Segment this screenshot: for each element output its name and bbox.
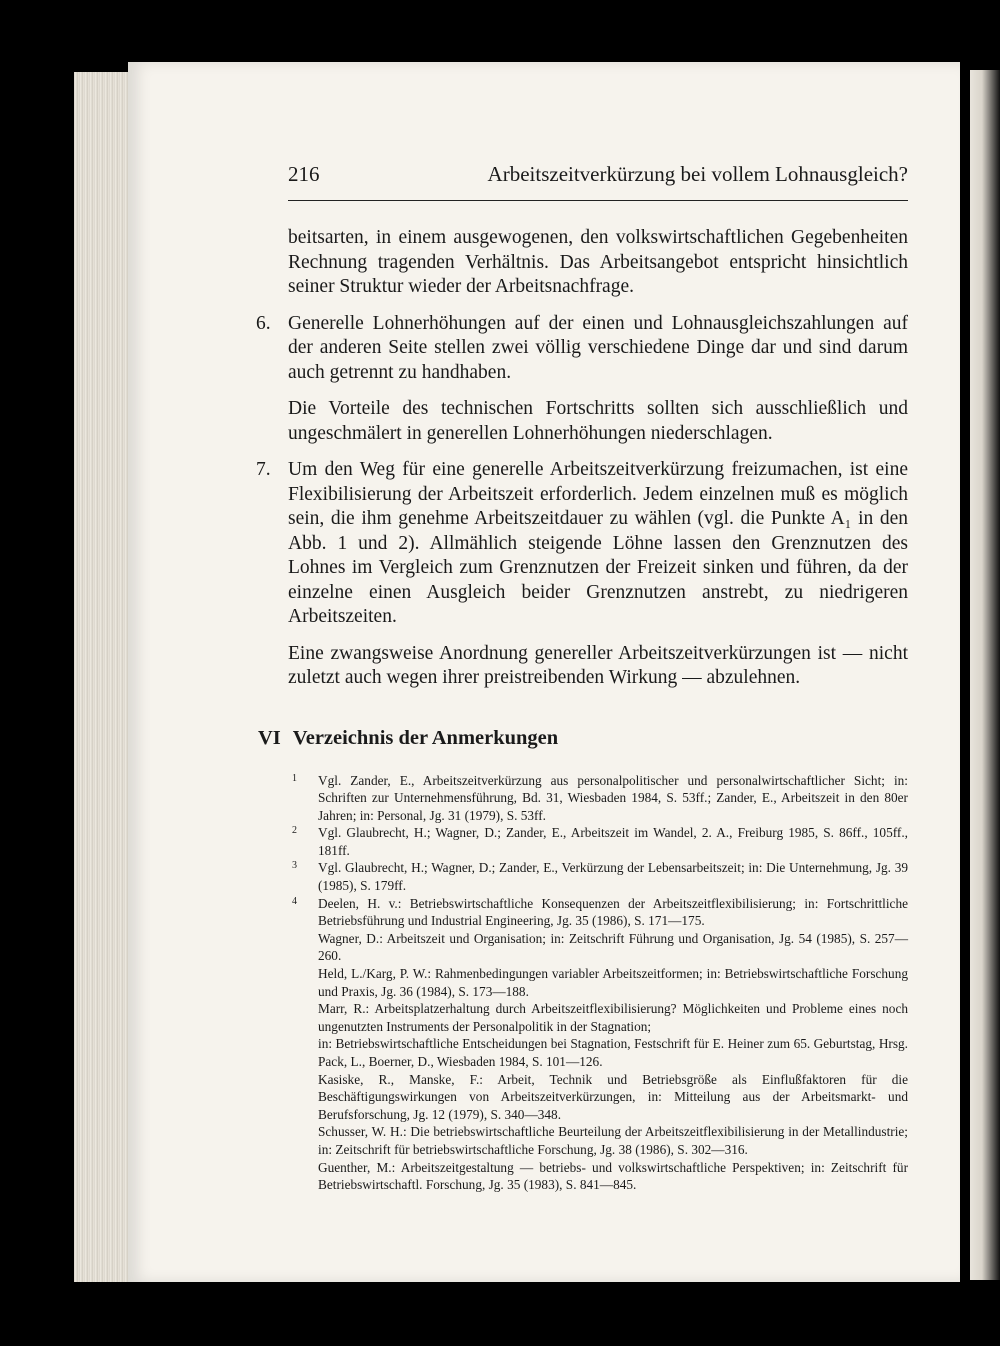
book-page-stack (74, 72, 134, 1282)
item-followup: Die Vorteile des technischen Fortschritts sollten sich ausschließlich und ungeschmälert in generellen Lohnerhöhungen niederschlagen. (288, 398, 908, 444)
running-header (288, 160, 908, 201)
note-marker: 3 (292, 860, 297, 872)
note-marker: 1 (292, 772, 297, 784)
note-text: Guenther, M.: Arbeitszeitgestaltung — betriebs- und volkswirtschaftliche Perspektiven; in: Zeitschrift für Betriebswirtschaftl. Forschung, Jg. 35 (1983), S. 841—845. (318, 1159, 908, 1193)
note-text: Wagner, D.: Arbeitszeit und Organisation; in: Zeitschrift Führung und Organisation, Jg. 54 (1985), S. 257—260. (318, 930, 908, 964)
note-text: Vgl. Zander, E., Arbeitszeitverkürzung aus personalpolitischer und personalwirtschaftlicher Sicht; in: Schriften zur Unternehmensführung, Bd. 31, Wiesbaden 1984, S. 53ff.; Zander, E., Arbeitszeit in den 80er Jahren; in: Personal, Jg. 31 (1979), S. 53ff. (318, 772, 908, 823)
note-text: Kasiske, R., Manske, F.: Arbeit, Technik und Betriebsgröße als Einflußfaktoren für die Beschäftigungswirkungen von Arbeitszeitverkürzungen, in: Mitteilung aus der Arbeitsmarkt- und Berufsforschung, Jg. 12 (1979), S. 340—348. (318, 1071, 908, 1122)
note-1 (292, 772, 908, 825)
section-title: Verzeichnis der Anmerkungen (292, 726, 559, 749)
note-text: Held, L./Karg, P. W.: Rahmenbedingungen variabler Arbeitszeitformen; in: Betriebswirtschaftliche Forschung und Praxis, Jg. 36 (1984), S. 173—188. (318, 966, 908, 999)
note-text: Marr, R.: Arbeitsplatzerhaltung durch Arbeitszeitflexibilisierung? Möglichkeiten und Probleme eines noch ungenutzten Instruments der Personalpolitik in der Stagnation; (318, 1001, 908, 1034)
page-number: 216 (288, 162, 320, 186)
list-item-7 (256, 458, 908, 691)
section-number: VI (258, 726, 281, 749)
note-text: Deelen, H. v.: Betriebswirtschaftliche Konsequenzen der Arbeitszeitflexibilisierung; in: Fortschrittliche Betriebsführung und Industrial Engineering, Jg. 35 (1986), S. 171—175. (318, 895, 908, 929)
note-marker: 2 (292, 825, 297, 837)
item-number: 6. (256, 312, 271, 334)
paragraph-continuation: beitsarten, in einem ausgewogenen, den volkswirtschaftlichen Gegebenheiten Rechnung tragenden Verhältnis. Das Arbeitsangebot entspricht hinsichtlich seiner Struktur wieder der Arbeitsnachfrage. (288, 227, 908, 297)
note-4 (292, 895, 908, 1194)
note-text: Vgl. Glaubrecht, H.; Wagner, D.; Zander, E., Verkürzung der Lebensarbeitszeit; in: Die Unternehmung, Jg. 39 (1985), S. 179ff. (318, 860, 908, 894)
running-title: Arbeitszeitverkürzung bei vollem Lohnausgleich? (487, 162, 908, 186)
note-text: Vgl. Glaubrecht, H.; Wagner, D.; Zander, E., Arbeitszeit im Wandel, 2. A., Freiburg 1985, S. 86ff., 105ff., 181ff. (318, 825, 908, 858)
page-content (256, 226, 908, 1194)
note-text: Schusser, W. H.: Die betriebswirtschaftliche Beurteilung der Arbeitszeitflexibilisierung in der Metallindustrie; in: Zeitschrift für betriebswirtschaftliche Forschung, Jg. 38 (1986), S. 302—316. (318, 1124, 908, 1157)
note-2 (292, 824, 908, 859)
item-text: Generelle Lohnerhöhungen auf der einen und Lohnausgleichszahlungen auf der anderen Seite stellen zwei völlig verschiedene Dinge dar und sind darum auch getrennt zu handhaben. (288, 312, 908, 383)
notes-list (288, 772, 908, 1194)
section-heading (258, 727, 908, 750)
note-marker: 4 (292, 895, 297, 907)
note-text: in: Betriebswirtschaftliche Entscheidungen bei Stagnation, Festschrift für E. Heiner zum 65. Geburtstag, Hrsg. Pack, L., Boerner, D., Wiesbaden 1984, S. 101—126. (318, 1036, 908, 1069)
item-followup: Eine zwangsweise Anordnung genereller Arbeitszeitverkürzungen ist — nicht zuletzt auch wegen ihrer preistreibenden Wirkung — abzulehnen. (288, 642, 908, 688)
note-3 (292, 859, 908, 894)
list-item-6 (256, 312, 908, 447)
page-edge-shadow (970, 70, 1000, 1280)
item-number: 7. (256, 459, 271, 480)
item-text: Um den Weg für eine generelle Arbeitszeitverkürzung freizumachen, ist eine Flexibilisierung der Arbeitszeit erforderlich. Jedem einzelnen muß es möglich sein, die ihm genehme Arbeitszeitdauer zu wählen (vgl. die Punkte A₁ in den Abb. 1 und 2). Allmählich steigende Löhne lassen den Grenznutzen des Lohnes im Vergleich zum Grenznutzen der Freizeit sinken und führen, da der einzelne einen Ausgleich beider Grenznutzen anstrebt, zu niedrigeren Arbeitszeiten. (288, 459, 908, 627)
